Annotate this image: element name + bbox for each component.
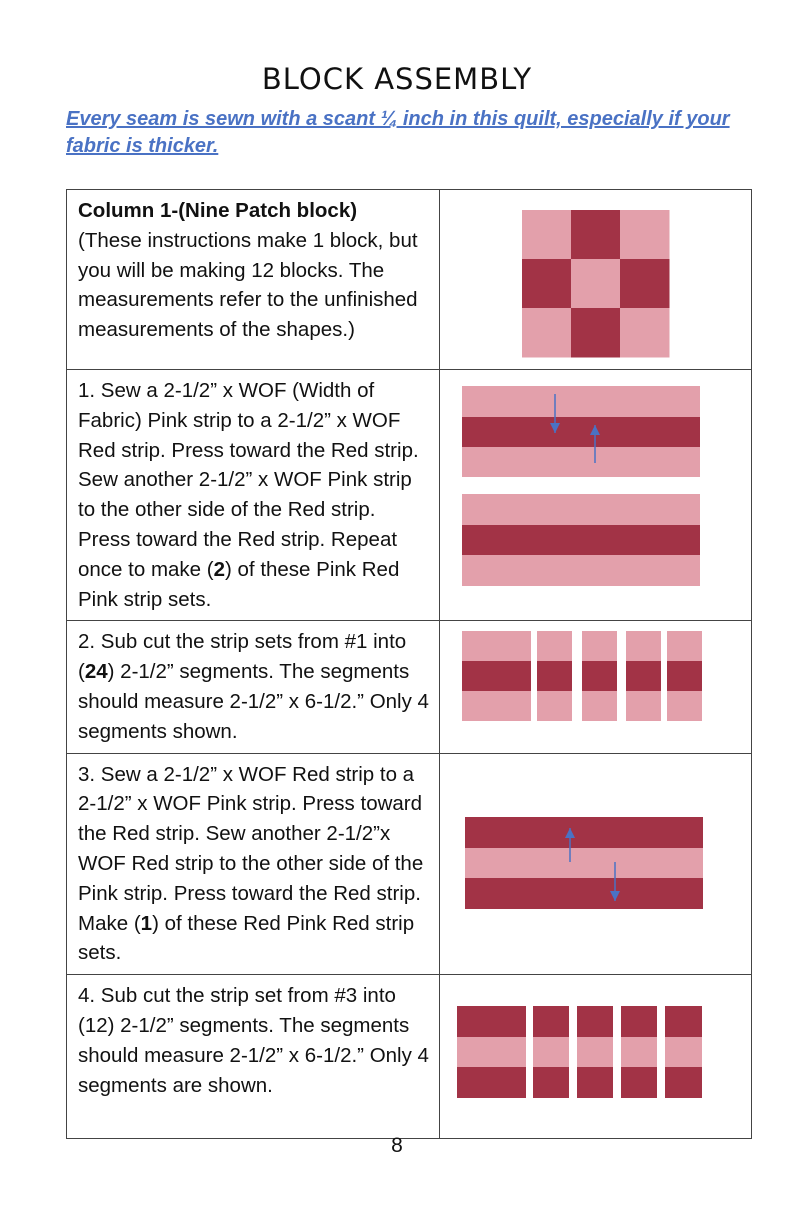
figure-cell <box>440 190 752 370</box>
step-quantity: 24 <box>84 660 108 684</box>
strip-segment <box>577 1006 613 1037</box>
strip-segment <box>462 661 531 691</box>
strip-segment <box>457 1006 526 1037</box>
instruction-cell <box>67 190 440 370</box>
strip <box>462 494 700 525</box>
strip <box>465 817 703 848</box>
strip-segment <box>582 661 617 691</box>
strip-segment <box>533 1037 569 1067</box>
page-title: BLOCK ASSEMBLY <box>261 62 533 96</box>
step-text: ) of these Red Pink Red strip sets. <box>78 911 415 965</box>
step-text: 4. Sub cut the strip set from #3 into (12) 2-1/2” segments. The segments should measure 2-1/2” x 6-1/2.” Only 4 segments are shown. <box>78 984 429 1097</box>
strip <box>465 878 703 909</box>
strip-segment <box>582 631 617 661</box>
strip-segment <box>462 691 531 721</box>
nine-patch-square <box>620 210 670 260</box>
strip <box>462 555 700 586</box>
nine-patch-square <box>571 308 621 358</box>
strip-segment <box>626 661 661 691</box>
block-heading: Column 1-(Nine Patch block) <box>78 199 358 222</box>
nine-patch-square <box>522 308 572 358</box>
instruction-cell <box>67 975 440 1139</box>
nine-patch-square <box>571 259 621 309</box>
strip-segment <box>626 691 661 721</box>
step-quantity: 2 <box>213 557 225 581</box>
strip-segment <box>457 1037 526 1067</box>
step-text: 3. Sew a 2-1/2” x WOF Red strip to a 2-1/2” x WOF Pink strip. Press toward the Red strip. Sew another 2-1/2”x WOF Red strip to the other side of the Pink strip. Press toward the Red strip. Make ( <box>78 762 424 935</box>
step-text: 1. Sew a 2-1/2” x WOF (Width of Fabric) Pink strip to a 2-1/2” x WOF Red strip. Press toward the Red strip. Sew another 2-1/2” x WOF Pink strip to the other side of the Red strip. Press toward the Red strip. Repeat once to make ( <box>78 379 419 581</box>
strip-segment <box>537 631 572 661</box>
strip-segment <box>577 1037 613 1067</box>
step-text: ) of these Pink Red Pink strip sets. <box>78 557 400 611</box>
nine-patch-square <box>522 210 572 260</box>
segments-figure <box>440 621 758 749</box>
table-row <box>67 190 752 370</box>
strip-segment <box>621 1067 657 1098</box>
table-row <box>67 370 752 621</box>
strip <box>465 848 703 878</box>
nine-patch-square <box>620 259 670 309</box>
figure-cell <box>440 753 752 975</box>
strip-sets-figure <box>440 370 758 607</box>
strip-segment <box>537 661 572 691</box>
page-number: 8 <box>391 1134 403 1157</box>
strip-segment <box>665 1067 702 1098</box>
figure-cell <box>440 370 752 621</box>
step-quantity: 1 <box>140 911 153 935</box>
strip-segment <box>621 1037 657 1067</box>
strip-segment <box>665 1006 702 1037</box>
instruction-cell <box>67 621 440 753</box>
strip-segment <box>667 691 702 721</box>
table-row <box>67 975 752 1139</box>
strip-segment <box>533 1067 569 1098</box>
block-intro: (These instructions make 1 block, but you will be making 12 blocks. The measurements refer to the unfinished measurements of the shapes.) <box>78 228 418 342</box>
strip-segment <box>665 1037 702 1067</box>
strip-segment <box>537 691 572 721</box>
strip-segment <box>457 1067 526 1098</box>
figure-cell <box>440 621 752 753</box>
strip <box>462 386 700 417</box>
strip-segment <box>626 631 661 661</box>
strip-segment <box>582 691 617 721</box>
strip <box>462 417 700 447</box>
strip-segment <box>577 1067 613 1098</box>
seam-note: Every seam is sewn with a scant ¼ inch in this quilt, especially if your fabric is thicker. <box>66 108 730 157</box>
instruction-cell <box>67 370 440 621</box>
table-row <box>67 753 752 975</box>
segments-figure <box>440 975 758 1137</box>
strip-segment <box>667 631 702 661</box>
nine-patch-figure <box>440 190 758 368</box>
nine-patch-square <box>522 259 572 309</box>
strip-segment <box>533 1006 569 1037</box>
instructions-table <box>66 189 752 1139</box>
strip <box>462 525 700 555</box>
strip-segment <box>621 1006 657 1037</box>
strip-segment <box>667 661 702 691</box>
step-text: ) 2-1/2” segments. The segments should measure 2-1/2” x 6-1/2.” Only 4 segments shown. <box>78 660 429 743</box>
nine-patch-square <box>620 308 670 358</box>
strip-set-figure <box>440 754 758 972</box>
strip-segment <box>462 631 531 661</box>
strip <box>462 447 700 477</box>
nine-patch-square <box>571 210 621 260</box>
table-row <box>67 621 752 753</box>
figure-cell <box>440 975 752 1139</box>
instruction-cell <box>67 753 440 975</box>
step-text: 2. Sub cut the strip sets from #1 into ( <box>78 630 407 684</box>
